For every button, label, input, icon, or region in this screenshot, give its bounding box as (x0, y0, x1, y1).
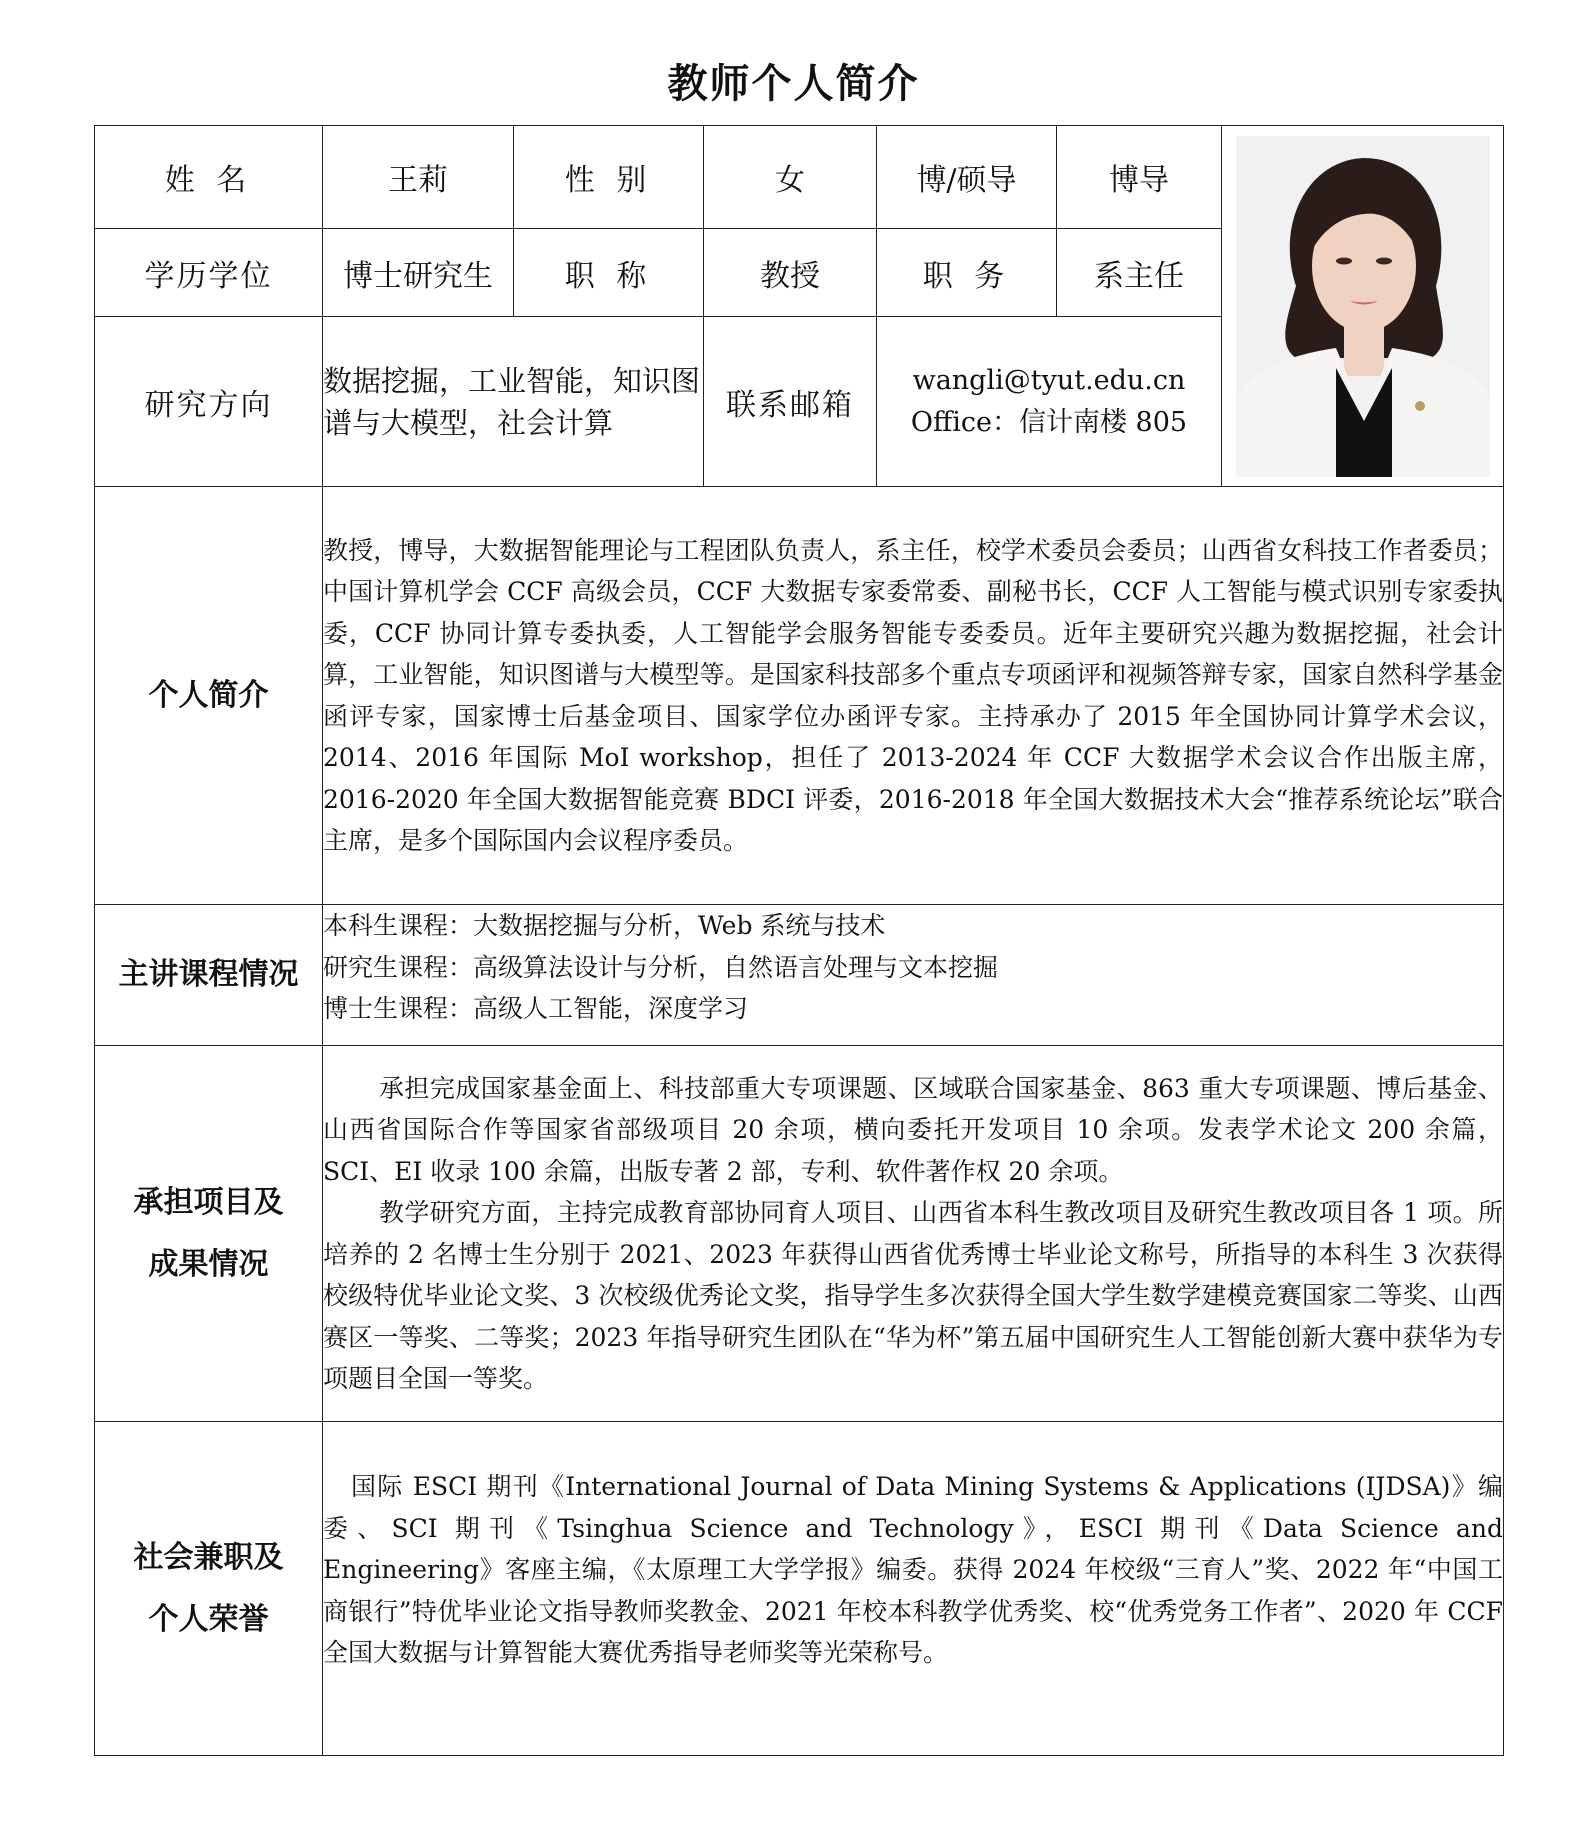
bio-text: 教授，博导，大数据智能理论与工程团队负责人，系主任，校学术委员会委员；山西省女科技工作者委员；中国计算机学会 CCF 高级会员，CCF 大数据专家委常委、副秘书长，CCF 人工智能与模式识别专家委执委，CCF 协同计算专委执委，人工智能学会服务智能专委委员。近年主要研究兴趣为数据挖掘，社会计算，工业智能，知识图谱与大模型等。是国家科技部多个重点专项函评和视频答辩专家，国家自然科学基金函评专家，国家博士后基金项目、国家学位办函评专家。主持承办了 2015 年全国协同计算学术会议，2014、2016 年国际 MoI workshop，担任了 2013-2024 年 CCF 大数据学术会议合作出版主席，2016-2020 年全国大数据智能竞赛 BDCI 评委，2016-2018 年全国大数据技术大会“推荐系统论坛”联合主席，是多个国际国内会议程序委员。 (323, 487, 1504, 905)
office-value: Office：信计南楼 805 (910, 406, 1188, 438)
row-honors (95, 1422, 1504, 1756)
courses-text (323, 905, 1504, 1046)
honors-label-line1: 社会兼职及 (133, 1539, 284, 1575)
honors-para: 国际 ESCI 期刊《International Journal of Data Mining Systems & Applications (IJDSA)》编委、SCI 期刊《Tsinghua Science and Technology》，ESCI 期刊《Data Science and Engineering》客座主编，《太原理工大学学报》编委。获得 2024 年校级“三育人”奖、2022 年“中国工商银行”特优毕业论文指导教师奖教金、2021 年校本科教学优秀奖、校“优秀党务工作者”、2020 年 CCF 全国大数据与计算智能大赛优秀指导老师奖等光荣称号。 (323, 1472, 1503, 1667)
position-label: 职 务 (877, 229, 1057, 317)
projects-label-line2: 成果情况 (148, 1246, 269, 1282)
row-basic-1 (95, 126, 1504, 229)
honors-label (95, 1422, 323, 1756)
name-value: 王莉 (323, 126, 514, 229)
projects-para-1: 承担完成国家基金面上、科技部重大专项课题、区域联合国家基金、863 重大专项课题、博后基金、山西省国际合作等国家省部级项目 20 余项，横向委托开发项目 10 余项。发表学术论文 200 余篇，SCI、EI 收录 100 余篇，出版专著 2 部，专利、软件著作权 20 余项。 (323, 1073, 1503, 1186)
honors-label-line2: 个人荣誉 (148, 1601, 269, 1637)
course-doctoral: 博士生课程：高级人工智能，深度学习 (323, 994, 749, 1023)
gender-label: 性 别 (514, 126, 704, 229)
bio-label: 个人简介 (95, 487, 323, 905)
row-courses (95, 905, 1504, 1046)
course-undergrad: 本科生课程：大数据挖掘与分析，Web 系统与技术 (323, 911, 886, 940)
degree-label: 学历学位 (95, 229, 323, 317)
projects-para-2: 教学研究方面，主持完成教育部协同育人项目、山西省本科生教改项目及研究生教改项目各 1 项。所培养的 2 名博士生分别于 2021、2023 年获得山西省优秀博士毕业论文称号，所指导的本科生 3 次获得校级特优毕业论文奖、3 次校级优秀论文奖，指导学生多次获得全国大学生数学建模竞赛国家二等奖、山西赛区一等奖、二等奖；2023 年指导研究生团队在“华为杯”第五届中国研究生人工智能创新大赛中获华为专项题目全国一等奖。 (323, 1198, 1503, 1393)
row-bio (95, 487, 1504, 905)
supervisor-value: 博导 (1057, 126, 1222, 229)
contact-value (877, 317, 1222, 487)
profile-table (94, 125, 1504, 1756)
honors-text (323, 1422, 1504, 1756)
page-title: 教师个人简介 (667, 61, 920, 107)
email-value: wangli@tyut.edu.cn (912, 364, 1186, 396)
row-projects (95, 1046, 1504, 1422)
rank-value: 教授 (704, 229, 877, 317)
projects-text (323, 1046, 1504, 1422)
projects-label (95, 1046, 323, 1422)
supervisor-label: 博/硕导 (877, 126, 1057, 229)
position-value: 系主任 (1057, 229, 1222, 317)
name-label: 姓 名 (95, 126, 323, 229)
degree-value: 博士研究生 (323, 229, 514, 317)
projects-label-line1: 承担项目及 (133, 1184, 284, 1220)
contact-label: 联系邮箱 (704, 317, 877, 487)
gender-value: 女 (704, 126, 877, 229)
research-label: 研究方向 (95, 317, 323, 487)
photo-cell (1222, 126, 1504, 487)
course-graduate: 研究生课程：高级算法设计与分析，自然语言处理与文本挖掘 (323, 952, 999, 982)
courses-label: 主讲课程情况 (95, 905, 323, 1046)
rank-label: 职 称 (514, 229, 704, 317)
research-value: 数据挖掘，工业智能，知识图谱与大模型，社会计算 (323, 317, 704, 487)
portrait-photo (1236, 136, 1490, 477)
